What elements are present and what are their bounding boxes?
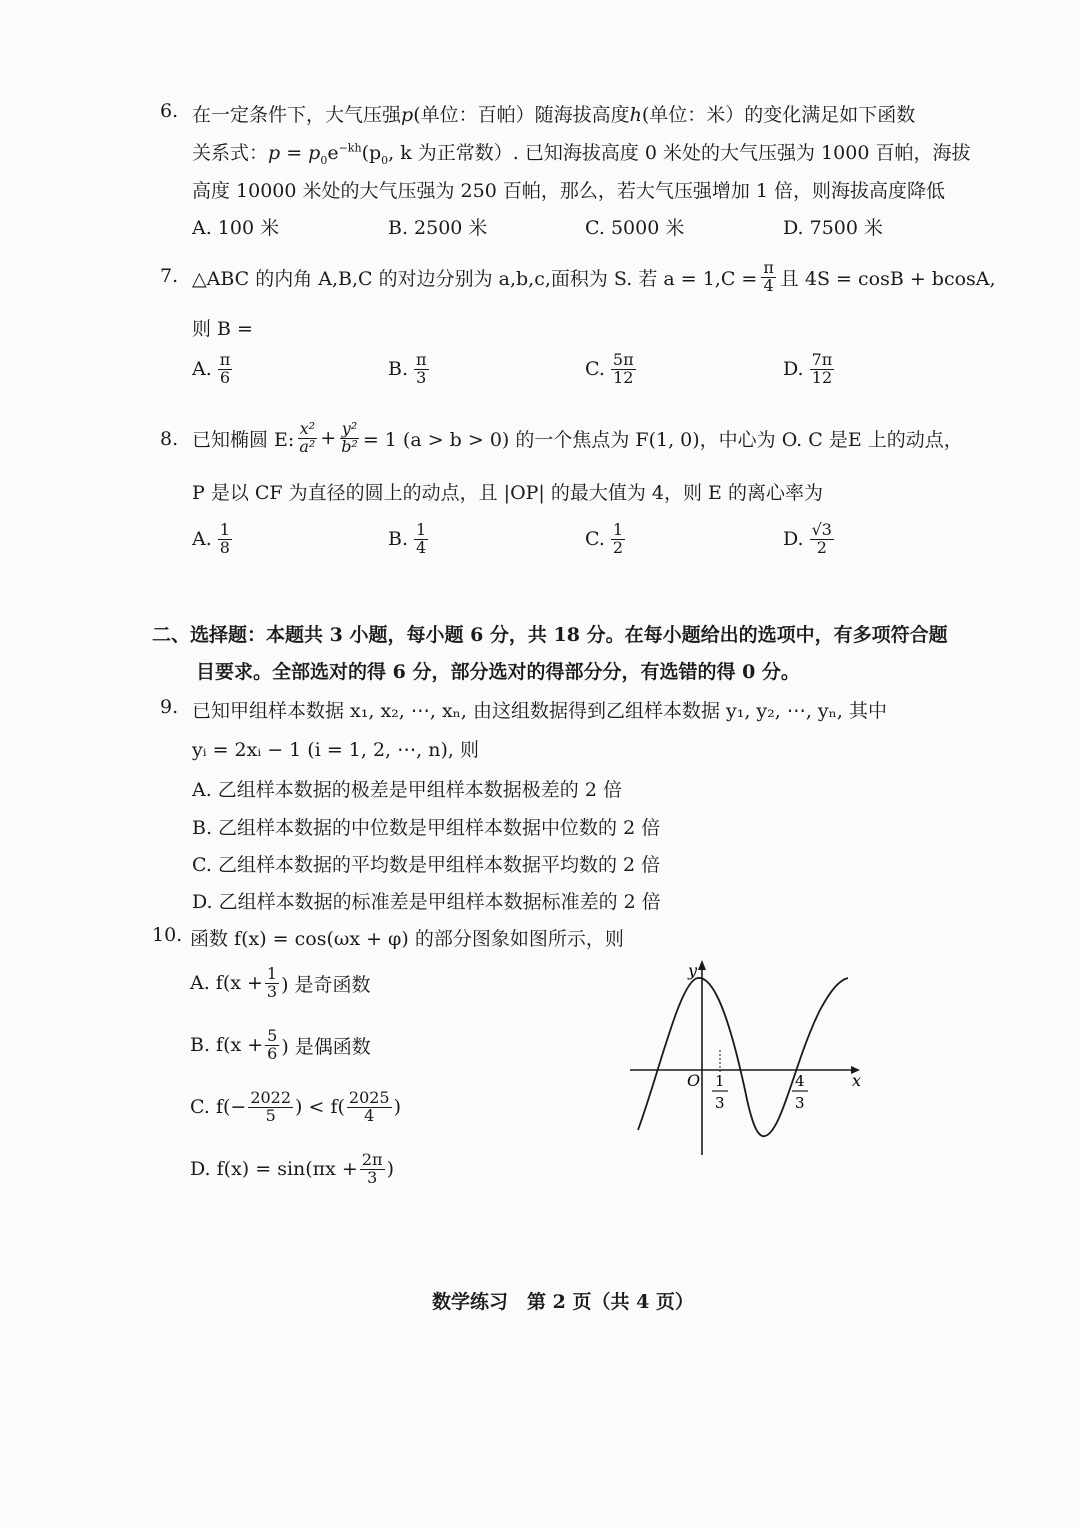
q6-text: (p [361,142,382,164]
q9-option-c: C. 乙组样本数据的平均数是甲组样本数据平均数的 2 倍 [192,854,661,876]
q9-number: 9. [160,696,179,718]
q10-option-b: B. f(x + $\frac{5}{6}$ ) 是偶函数 [190,1025,371,1063]
q8-text: = 1 (a > b > 0) 的一个焦点为 F(1, 0)，中心为 O. C 是E 上的动点， [362,428,963,451]
q7-number: 7. [160,265,179,287]
q10-option-d: D. f(x) = sin(πx + $\frac{2\pi}{3}$ ) [190,1149,394,1187]
q6-var-h: h [629,104,642,126]
q9-option-b: B. 乙组样本数据的中位数是甲组样本数据中位数的 2 倍 [192,817,661,839]
page-footer: 数学练习 第 2 页（共 4 页） [432,1291,694,1313]
q8-line2: P 是以 CF 为直径的圆上的动点，且 |OP| 的最大值为 4，则 E 的离心率为 [192,482,823,504]
curve [638,978,848,1136]
section2-line1: 二、选择题：本题共 3 小题，每小题 6 分，共 18 分。在每小题给出的选项中，有多项符合题 [152,624,948,646]
y-axis-label: y [688,961,698,980]
x-axis-label: x [852,1071,862,1090]
q6-option-a: A. 100 米 [192,217,280,239]
q7-text: △ABC 的内角 A,B,C 的对边分别为 a,b,c,面积为 S. 若 a = 1,C = [192,267,758,290]
q6-text: (单位：百帕）随海拔高度 [413,104,630,126]
q10-option-c: C. f(− $\frac{2022}{5}$ ) < f( $\frac{2025}{4}$ ) [190,1087,402,1125]
q8-option-b: B. $\frac{1}{4}$ [388,520,427,557]
q9-line2: yᵢ = 2xᵢ − 1 (i = 1, 2, ⋯, n), 则 [192,739,479,761]
q6-text: 在一定条件下，大气压强 [192,104,402,126]
q6-text: , k 为正常数）. 已知海拔高度 0 米处的大气压强为 1000 百帕，海拔 [388,142,971,164]
q6-option-d: D. 7500 米 [783,217,884,239]
q7-option-d: D. $\frac{7\pi}{12}$ [783,350,833,387]
q9-line1: 已知甲组样本数据 x₁, x₂, ⋯, xₙ, 由这组数据得到乙组样本数据 y₁, y₂, ⋯, yₙ, 其中 [192,700,887,722]
q6-text: (单位：米）的变化满足如下函数 [641,104,916,126]
q6-option-b: B. 2500 米 [388,217,488,239]
q9-option-a: A. 乙组样本数据的极差是甲组样本数据极差的 2 倍 [192,779,622,801]
q9-option-d: D. 乙组样本数据的标准差是甲组样本数据标准差的 2 倍 [192,891,661,913]
y-axis-arrow-icon [698,960,706,970]
q6-var-p: p [401,104,414,126]
q8-fraction-x: $\frac{\text{x²}}{\text{a²}}$ [299,418,316,456]
q8-option-d: D. $\frac{√3}{2}$ [783,520,832,557]
q10-cosine-graph [620,950,880,1160]
q10-stem: 函数 f(x) = cos(ωx + φ) 的部分图象如图所示，则 [190,928,624,950]
tick-1-numerator: 1 [715,1072,725,1090]
tick-1-denominator: 3 [715,1094,725,1112]
q8-fraction-y: $\frac{\text{y²}}{\text{b²}}$ [341,418,358,456]
q6-option-c: C. 5000 米 [585,217,685,239]
q7-option-a: A. $\frac{\pi}{6}$ [192,350,231,387]
q10-number: 10. [152,924,183,946]
q8-option-a: A. $\frac{1}{8}$ [192,520,230,557]
q7-option-c: C. $\frac{5\pi}{12}$ [585,350,634,387]
origin-label: O [687,1071,701,1090]
q7-fraction-c: $\frac{\pi}{4}$ [763,257,774,295]
q6-formula: p = p [268,142,321,164]
q8-number: 8. [160,428,179,450]
q8-line1: 已知椭圆 E: $\frac{\text{x²}}{\text{a²}}$ + $\frac{\text{y²}}{\text{b²}}$ = 1 (a > b > 0) 的一个焦点为 F(1, 0)，中心为 O. C 是E 上的动点， [192,418,963,456]
q8-text: 已知椭圆 E: [192,428,295,451]
q8-option-c: C. $\frac{1}{2}$ [585,520,624,557]
q7-option-b: B. $\frac{\pi}{3}$ [388,350,427,387]
q7-text: 且 4S = cosB + bcosA, [779,267,996,290]
q7-line2: 则 B = [192,318,253,340]
q7-line1 [192,252,996,302]
q6-line3: 高度 10000 米处的大气压强为 250 百帕，那么，若大气压强增加 1 倍，则海拔高度降低 [192,180,946,202]
section2-line2: 目要求。全部选对的得 6 分，部分选对的得部分分，有选错的得 0 分。 [196,661,800,683]
q10-option-a: A. f(x + $\frac{1}{3}$ ) 是奇函数 [190,963,371,1001]
tick-2-numerator: 4 [795,1072,805,1090]
q6-number: 6. [160,100,179,122]
tick-2-denominator: 3 [795,1094,805,1112]
q6-text: 关系式： [192,142,269,164]
q6-line2: 关系式：$p = p_0e^{-kh}(p_0$, k 为正常数）. 已知海拔高度 0 米处的大气压强为 1000 百帕，海拔 [192,141,971,167]
q6-line1 [192,100,915,127]
